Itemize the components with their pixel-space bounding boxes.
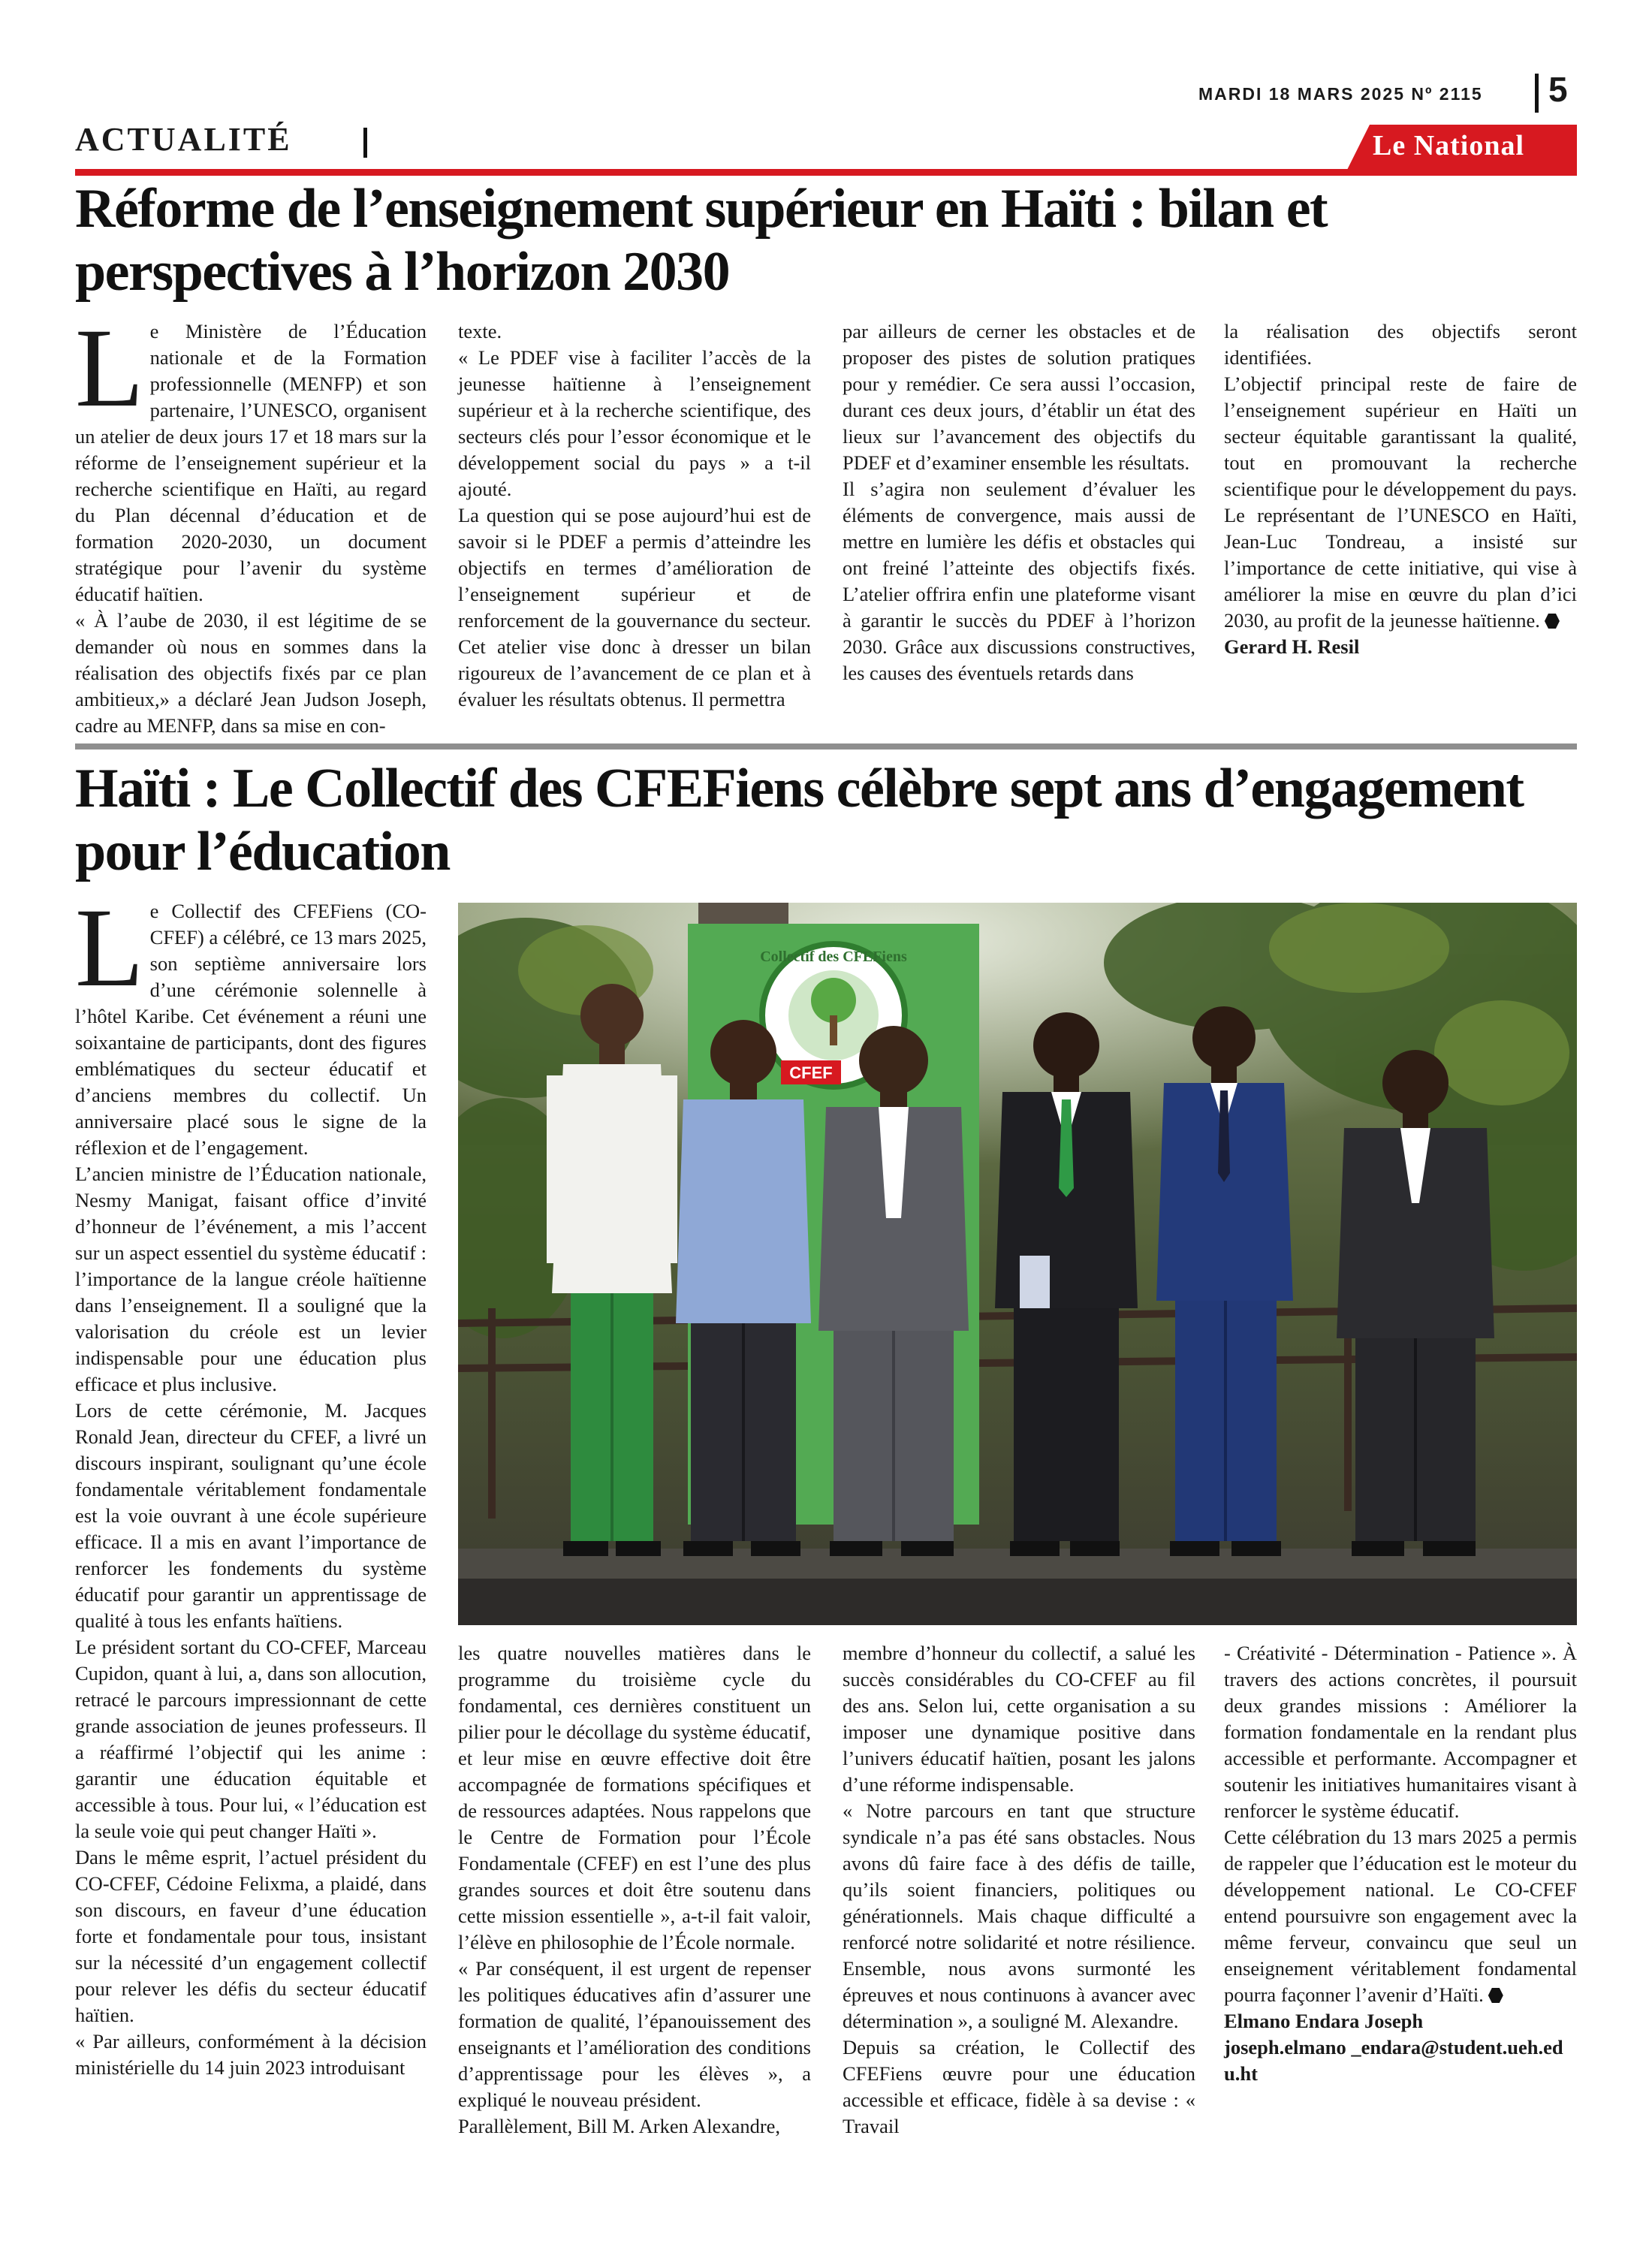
article2-paragraph: Depuis sa création, le Collectif des CFEFiens œuvre pour une éducation accessible et efficace, fidèle à sa devise : « Travail xyxy=(843,2036,1195,2137)
article-divider xyxy=(75,743,1577,749)
article2-paragraph: Dans le même esprit, l’actuel président du CO-CFEF, Cédoine Felixma, a plaidé, dans son discours, en faveur d’une éducation forte et fondamentale pour tous, insistant sur la nécessité d’un engagement collectif pour relever les défis du secteur éducatif haïtien. xyxy=(75,1846,427,2026)
issue-date: MARDI 18 MARS 2025 Nº 2115 xyxy=(1198,84,1483,104)
header-divider xyxy=(1535,74,1539,113)
banner-logo-text: CFEF xyxy=(789,1063,833,1082)
article2-paragraph: membre d’honneur du collectif, a salué les succès considérables du CO-CFEF au fil des ans. Selon lui, cette organisation a su imposer une dynamique positive dans l’univers éducatif haïtien, posant les jalons d’une réforme indispensable. xyxy=(843,1642,1195,1796)
article2-column-4 xyxy=(1224,1640,1577,2087)
article2-dropcap: L xyxy=(75,885,144,1010)
article2-column-1 xyxy=(75,885,427,2081)
article2-paragraph: - Créativité - Détermination - Patience ». À travers des actions concrètes, il poursuit deux grandes missions : Améliorer la formation fondamentale en la rendant plus accessible et performante. Accompagner et soutenir les initiatives humanitaires visant à renforcer le système éducatif. xyxy=(1224,1642,1577,1822)
article1-paragraph: « Le PDEF vise à faciliter l’accès de la jeunesse haïtienne à l’enseignement supérieur et à la recherche scientifique, des secteurs clés pour l’essor économique et le développement social du pays » a t-il ajouté. xyxy=(458,346,811,500)
person-4 xyxy=(995,1012,1138,1556)
page-number: 5 xyxy=(1548,70,1568,109)
article2-paragraph: « Par ailleurs, conformément à la décision ministérielle du 14 juin 2023 introduisant xyxy=(75,2030,427,2079)
article2-paragraph: « Par conséquent, il est urgent de repenser les politiques éducatives afin d’assurer une formation de qualité, l’épanouissement des enseignants et l’amélioration des conditions d’apprentissage pour les élèves », a expliqué le nouveau président. xyxy=(458,1957,811,2111)
article2-byline: Elmano Endara Joseph xyxy=(1224,2010,1424,2032)
article2-lead: e Collectif des CFEFiens (CO-CFEF) a célébré, ce 13 mars 2025, son septième anniversaire lors d’une cérémonie solennelle à l’hôtel Karibe. Cet événement a réuni une soixantaine de participants, dont des figures emblématiques du secteur éducatif et d’anciens membres du collectif. Un anniversaire placé sous le signe de la réflexion et de l’engagement. xyxy=(75,900,427,1159)
article2-column-3 xyxy=(843,1640,1195,2140)
article1-paragraph: la réalisation des objectifs seront identifiées. xyxy=(1224,320,1577,369)
event-photo xyxy=(458,903,1577,1625)
section-label: ACTUALITÉ xyxy=(75,121,292,158)
article1-paragraph: par ailleurs de cerner les obstacles et de proposer des pistes de solution pratiques pour y remédier. Ce sera aussi l’occasion, durant ces deux jours, d’établir un état des lieux sur l’avancement des objectifs du PDEF et d’examiner ensemble les résultats. xyxy=(843,320,1195,474)
section-divider xyxy=(363,128,367,158)
article1-lead: e Ministère de l’Éducation nationale et de la Formation professionnelle (MENFP) et son partenaire, l’UNESCO, organisent un atelier de deux jours 17 et 18 mars sur la réforme de l’enseignement supérieur et la recherche scientifique en Haïti, au regard du Plan décennal d’éducation et de formation 2020-2030, un document stratégique pour l’avenir du système éducatif haïtien. xyxy=(75,320,427,605)
article2-paragraph: Cette célébration du 13 mars 2025 a permis de rappeler que l’éducation est le moteur du développement national. Le CO-CFEF entend poursuivre son engagement avec la même ferveur, convaincu que seul un enseignement véritablement fondamental pourra façonner l’avenir d’Haïti. xyxy=(1224,1826,1577,2006)
banner-title-text: Collectif des CFEFiens xyxy=(760,949,907,965)
brand-name: Le National xyxy=(1373,130,1525,161)
article1-column-2 xyxy=(458,318,811,713)
article1-paragraph: L’objectif principal reste de faire de l’enseignement supérieur en Haïti un secteur équitable garantissant la qualité, tout en promouvant la recherche scientifique pour le développement du pays. Le représentant de l’UNESCO en Haïti, Jean-Luc Tondreau, a insisté sur l’importance de cette initiative, qui vise à améliorer la mise en œuvre du plan d’ici 2030, au profit de la jeunesse haïtienne. xyxy=(1224,372,1577,632)
article2-paragraph: L’ancien ministre de l’Éducation nationale, Nesmy Manigat, faisant office d’invité d’honneur de l’événement, a mis l’accent sur un aspect essentiel du système éducatif : l’importance de la langue créole haïtienne dans l’enseignement. Il a souligné que la valorisation du créole est un levier indispensable pour une éducation plus efficace et plus inclusive. xyxy=(75,1163,427,1395)
article1-paragraph: texte. xyxy=(458,320,502,342)
article2-paragraph: Parallèlement, Bill M. Arken Alexandre, xyxy=(458,2115,781,2137)
author-email-link[interactable]: joseph.elmano _endara@student.ueh.edu.ht xyxy=(1224,2036,1563,2085)
group-photo-illustration xyxy=(458,903,1577,1625)
red-rule xyxy=(75,169,1577,176)
person-2 xyxy=(676,1020,811,1556)
article1-paragraph: Il s’agira non seulement d’évaluer les éléments de convergence, mais aussi de mettre en lumière les défis et obstacles qui ont freiné l’atteinte des objectifs fixés. L’atelier offrira enfin une plateforme visant à garantir le succès du PDEF à l’horizon 2030. Grâce aux discussions constructives, les causes des éventuels retards dans xyxy=(843,478,1195,684)
article2-column-2 xyxy=(458,1640,811,2140)
article1-byline: Gerard H. Resil xyxy=(1224,635,1360,658)
article1-headline: Réforme de l’enseignement supérieur en Haïti : bilan et perspectives à l’horizon 2030 xyxy=(75,178,1328,303)
article1-column-1 xyxy=(75,306,427,739)
person-5 xyxy=(1156,1006,1293,1556)
article1-paragraph: La question qui se pose aujourd’hui est de savoir si le PDEF a permis d’atteindre les objectifs en termes d’amélioration de l’enseignement supérieur et de renforcement de la gouvernance du secteur. Cet atelier vise donc à dresser un bilan rigoureux de l’avancement de ce plan et à évaluer les résultats obtenus. Il permettra xyxy=(458,504,811,710)
article2-paragraph: Lors de cette cérémonie, M. Jacques Ronald Jean, directeur du CFEF, a livré un discours inspirant, soulignant qu’une école fondamentale véritablement fondamentale est la voie ouvrant à une école supérieure efficace. Il a mis en avant l’importance de renforcer les fondements du système éducatif pour garantir un apprentissage de qualité à tous les enfants haïtiens. xyxy=(75,1399,427,1632)
article2-paragraph: les quatre nouvelles matières dans le programme du troisième cycle du fondamental, ces dernières constituent un pilier pour le décollage du système éducatif, et leur mise en œuvre effective doit être accompagnée de formations spécifiques et de ressources adaptées. Nous rappelons que le Centre de Formation pour l’École Fondamentale (CFEF) en est l’une des plus grandes sources et doit être soutenu dans cette mission essentielle », a-t-il fait valoir, l’élève en philosophie de l’École normale. xyxy=(458,1642,811,1953)
article1-paragraph: « À l’aube de 2030, il est légitime de se demander où nous en sommes dans la réalisation des objectifs fixés par ce plan ambitieux,» a déclaré Jean Judson Joseph, cadre au MENFP, dans sa mise en con- xyxy=(75,609,427,737)
article1-dropcap: L xyxy=(75,306,144,430)
article2-paragraph: Le président sortant du CO-CFEF, Marceau Cupidon, quant à lui, a, dans son allocution, retracé le parcours impressionnant de cette grande association de jeunes professeurs. Il a réaffirmé l’objectif qui les anime : garantir une éducation équitable et accessible à tous. Pour lui, « l’éducation est la seule voie qui peut changer Haïti ». xyxy=(75,1636,427,1842)
article2-headline: Haïti : Le Collectif des CFEFiens célèbre sept ans d’engagement pour l’éducation xyxy=(75,758,1524,882)
article2-paragraph: « Notre parcours en tant que structure syndicale n’a pas été sans obstacles. Nous avons dû faire face à des défis de taille, qu’ils soient financiers, politiques ou générationnels. Mais chaque difficulté a renforcé notre solidarité et notre résilience. Ensemble, nous avons surmonté les épreuves et nous continuons à avancer avec détermination », a souligné M. Alexandre. xyxy=(843,1799,1195,2032)
article1-column-3 xyxy=(843,318,1195,686)
article1-column-4 xyxy=(1224,318,1577,660)
end-mark-icon xyxy=(1545,614,1560,629)
end-mark-icon xyxy=(1488,1988,1503,2003)
